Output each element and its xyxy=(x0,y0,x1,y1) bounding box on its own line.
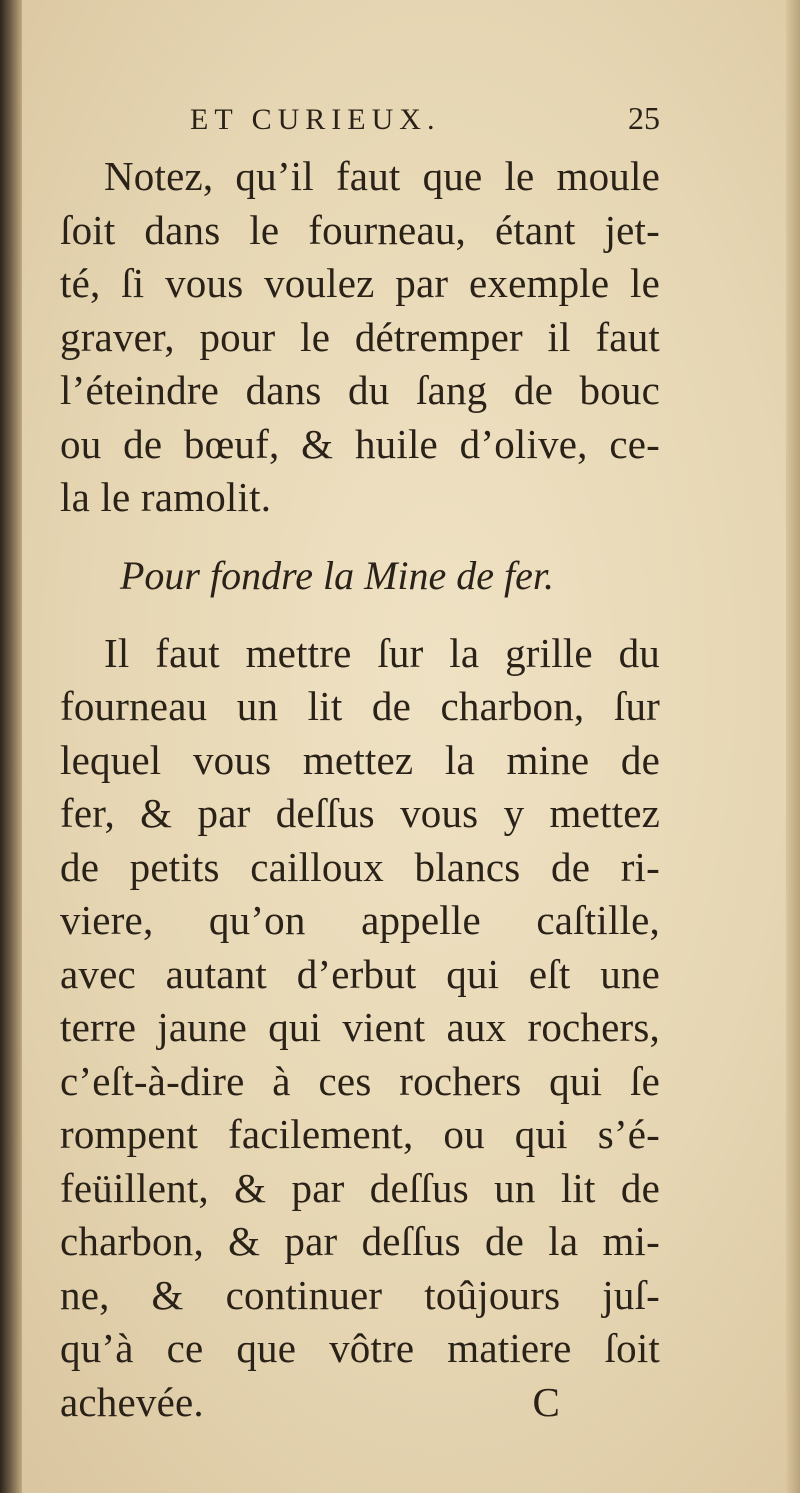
text-line: Il faut mettre ſur la grille du xyxy=(104,629,660,676)
paragraph-2 xyxy=(60,627,660,1430)
text-line: té, ſi vous voulez par exemple le xyxy=(60,260,660,306)
text-line: la le ramolit. xyxy=(60,474,272,520)
running-header xyxy=(60,100,660,150)
page-number: 25 xyxy=(628,100,660,136)
text-line: de petits cailloux blancs de ri- xyxy=(60,843,660,890)
section-heading: Pour fondre la Mine de fer. xyxy=(120,552,555,598)
text-line: ne, & continuer toûjours juſ- xyxy=(60,1271,660,1318)
text-line: fourneau un lit de charbon, ſur xyxy=(60,683,660,729)
page-gutter-shadow xyxy=(0,0,22,1493)
text-line: avec autant d’erbut qui eſt une xyxy=(60,950,660,997)
text-line: viere, qu’on appelle caſtille, xyxy=(60,897,660,943)
text-line: c’eſt-à-dire à ces rochers qui ſe xyxy=(60,1057,660,1104)
text-line: charbon, & par deſſus de la mi- xyxy=(60,1218,660,1264)
text-line: graver, pour le détremper il faut xyxy=(60,313,660,360)
text-line: qu’à ce que vôtre matiere ſoit xyxy=(60,1325,660,1371)
text-line: Notez, qu’il faut que le moule xyxy=(104,153,660,199)
text-line: ſoit dans le fourneau, étant jet- xyxy=(60,206,660,253)
text-line: lequel vous mettez la mine de xyxy=(60,736,660,783)
text-line: terre jaune qui vient aux rochers, xyxy=(60,1004,660,1050)
text-line: rompent facilement, ou qui s’é- xyxy=(60,1111,660,1157)
text-line: feüillent, & par deſſus un lit de xyxy=(60,1164,660,1211)
text-line: achevée. xyxy=(60,1378,204,1425)
page-right-edge xyxy=(786,0,800,1493)
text-line: l’éteindre dans du ſang de bouc xyxy=(60,367,660,413)
text-line-final xyxy=(60,1376,660,1430)
text-line: ou de bœuf, & huile d’olive, ce- xyxy=(60,420,660,467)
page-text-block xyxy=(60,100,660,1429)
signature-mark: C xyxy=(532,1378,560,1425)
paragraph-1 xyxy=(60,150,660,525)
text-line: fer, & par deſſus vous y mettez xyxy=(60,790,660,836)
running-title: ET CURIEUX. xyxy=(190,103,441,136)
